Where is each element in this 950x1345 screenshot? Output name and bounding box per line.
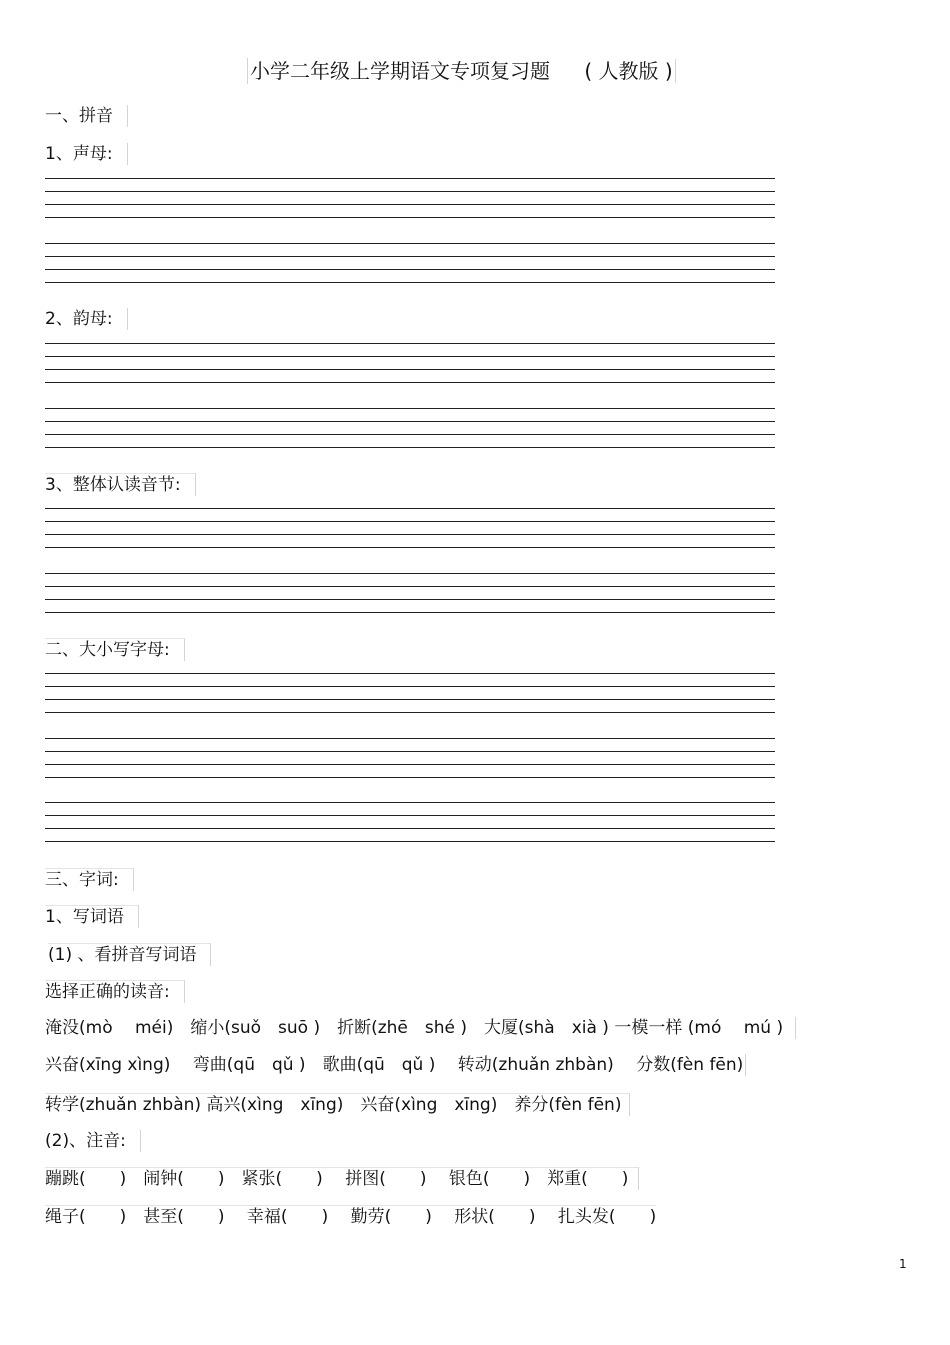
- zhengti-label: 3、整体认读音节:: [45, 473, 196, 496]
- reading-line-1: 淹没(mò méi) 缩小(suǒ suō ) 折断(zhē shé ) 大厦(shà xià ) 一模一样 (mó mú ): [45, 1017, 796, 1039]
- sub2-label: (2)、注音:: [45, 1130, 141, 1152]
- section-words-heading: 三、字词:: [45, 868, 134, 891]
- page-title: [247, 58, 676, 84]
- zhuyin-line-1: 蹦跳( ) 闹钟( ) 紧张( ) 拼图( ) 银色( ) 郑重( ): [45, 1167, 639, 1190]
- sub1-label: (1) 、看拼音写词语: [48, 943, 211, 966]
- title-edition: ( 人教版 ): [584, 59, 675, 83]
- yunmu-label: 2、韵母:: [45, 308, 128, 330]
- page-number: 1: [899, 1257, 907, 1271]
- reading-line-2: 兴奋(xīng xìng) 弯曲(qū qǔ ) 歌曲(qū qǔ ) 转动(zhuǎn zhbàn) 分数(fèn fēn): [45, 1054, 746, 1076]
- title-main: 小学二年级上学期语文专项复习题: [250, 59, 550, 83]
- zhuyin-line-2: 绳子( ) 甚至( ) 幸福( ) 勤劳( ) 形状( ) 扎头发( ): [45, 1207, 657, 1227]
- section-letters-heading: 二、大小写字母:: [45, 638, 185, 661]
- section-pinyin-heading: 一、拼音: [45, 105, 128, 127]
- write-words-label: 1、写词语: [45, 905, 139, 928]
- reading-line-3: 转学(zhuǎn zhbàn) 高兴(xìng xīng) 兴奋(xìng xīng) 养分(fèn fēn): [45, 1093, 630, 1116]
- choose-reading-label: 选择正确的读音:: [45, 980, 185, 1003]
- shengmu-label: 1、声母:: [45, 143, 128, 165]
